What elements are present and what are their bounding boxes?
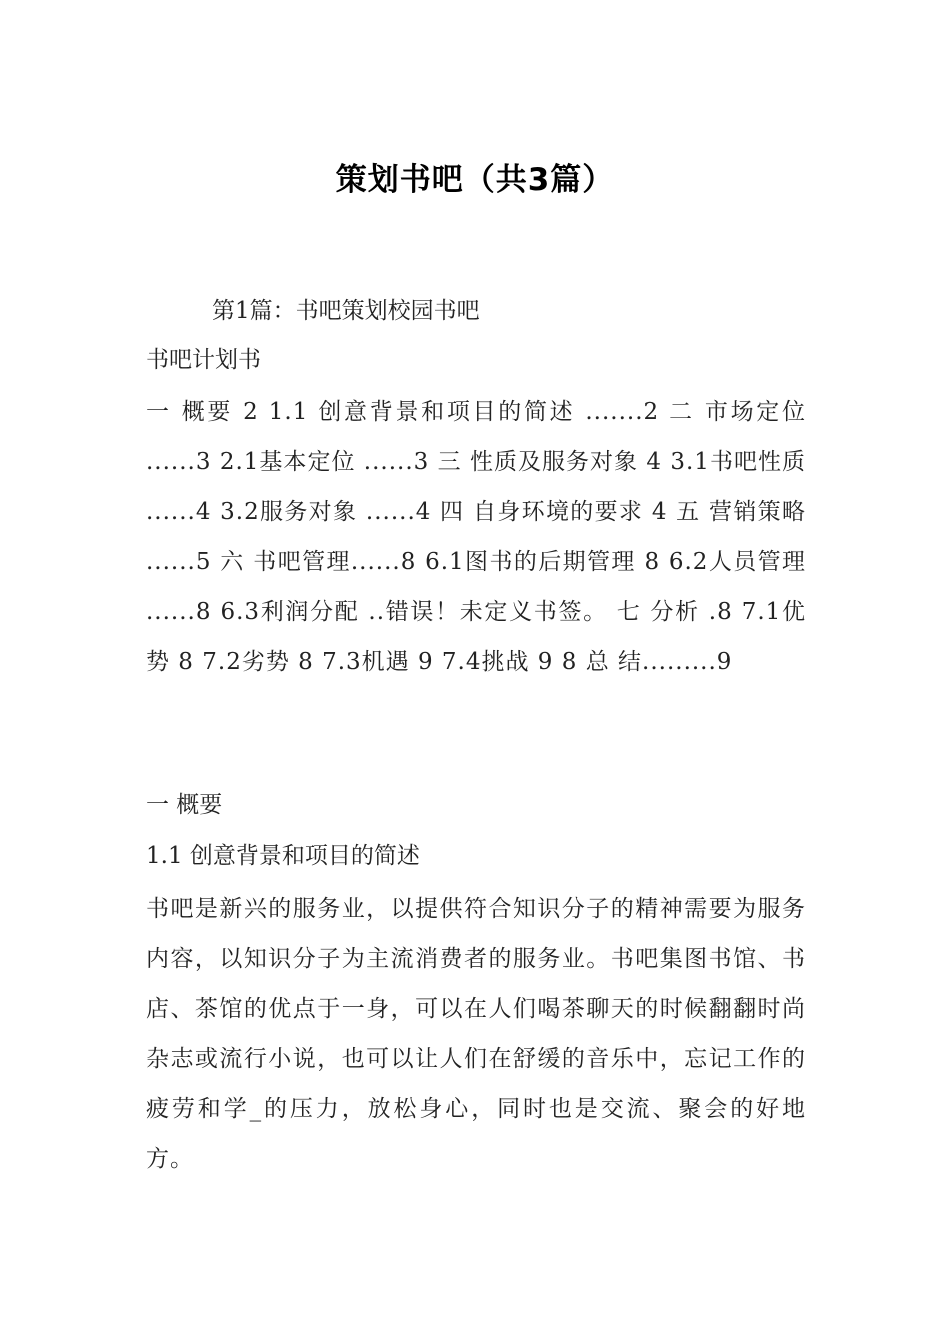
table-of-contents: 一 概要 2 1.1 创意背景和项目的简述 .......2 二 市场定位 ......3 2.1基本定位 ......3 三 性质及服务对象 4 3.1书吧性质 ......4 3.2服务对象 ......4 四 自身环境的要求 4 五 营销策略 ......5 六 书吧管理......8 6.1图书的后期管理 8 6.2人员管理 ......8 6.3利润分配 ..错误！未定义书签。 七 分析 .8 7.1优势 8 7.2劣势 8 7.3机遇 9 7.4挑战 9 8 总 结.........9 [146,399,806,675]
subsection-heading: 1.1 创意背景和项目的简述 [146,843,420,869]
document-label: 书吧计划书 [146,347,261,373]
section-heading: 一 概要 [146,792,223,818]
body-paragraph: 书吧是新兴的服务业，以提供符合知识分子的精神需要为服务内容，以知识分子为主流消费者的服务业。书吧集图书馆、书店、茶馆的优点于一身，可以在人们喝茶聊天的时候翻翻时尚杂志或流行小说，也可以让人们在舒缓的音乐中，忘记工作的疲劳和学_的压力，放松身心，同时也是交流、聚会的好地方。 [146,896,806,1172]
chapter-heading: 第1篇：书吧策划校园书吧 [212,298,480,324]
document-title: 策划书吧（共3篇） [335,162,615,198]
